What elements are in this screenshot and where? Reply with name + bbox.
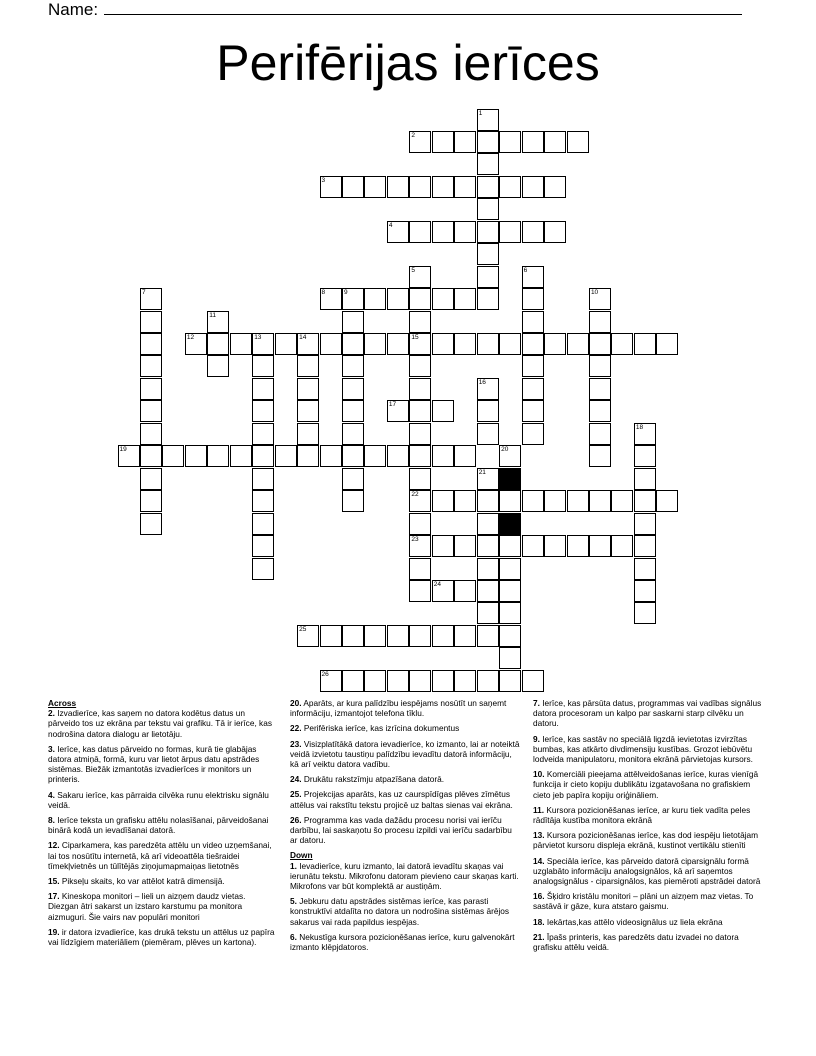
grid-cell[interactable] bbox=[409, 355, 431, 377]
clue-text: Drukātu rakstzīmju atpazīšana datorā. bbox=[301, 774, 445, 785]
grid-cell[interactable] bbox=[499, 131, 521, 153]
grid-cell[interactable] bbox=[342, 176, 364, 198]
clue-number-label: 24. bbox=[290, 774, 302, 785]
grid-cell[interactable] bbox=[477, 198, 499, 220]
grid-cell[interactable] bbox=[589, 535, 611, 557]
grid-cell[interactable] bbox=[522, 400, 544, 422]
grid-cell[interactable] bbox=[252, 445, 274, 467]
grid-block bbox=[499, 513, 521, 535]
grid-cell[interactable] bbox=[454, 490, 476, 512]
down-heading: Down bbox=[290, 850, 313, 861]
grid-cell[interactable] bbox=[634, 580, 656, 602]
clue-text: Ciparkamera, kas paredzēta attēlu un video uzņemšanai, lai tos nosūtītu internetā, kā arī videoattēla tiešraidei tīmekļvietnēs un tūlītējās ziņojumapmaiņas lietotnēs bbox=[48, 840, 272, 871]
grid-cell[interactable] bbox=[140, 445, 162, 467]
grid-cell[interactable] bbox=[477, 176, 499, 198]
grid-cell[interactable] bbox=[454, 670, 476, 692]
clue-down-7 bbox=[533, 698, 765, 729]
grid-cell[interactable] bbox=[477, 333, 499, 355]
grid-cell[interactable] bbox=[634, 468, 656, 490]
grid-cell[interactable] bbox=[432, 221, 454, 243]
grid-cell[interactable] bbox=[634, 445, 656, 467]
grid-cell[interactable] bbox=[140, 468, 162, 490]
grid-cell[interactable] bbox=[432, 131, 454, 153]
clue-text: Pikseļu skaits, ko var attēlot katrā dimensijā. bbox=[59, 876, 225, 887]
grid-cell[interactable] bbox=[522, 670, 544, 692]
grid-cell[interactable] bbox=[477, 670, 499, 692]
clue-number: 13 bbox=[254, 334, 262, 341]
clue-number-label: 21. bbox=[533, 931, 545, 942]
grid-cell[interactable] bbox=[342, 333, 364, 355]
grid-cell[interactable] bbox=[634, 490, 656, 512]
clue-across-24 bbox=[290, 774, 520, 784]
grid-cell[interactable] bbox=[634, 558, 656, 580]
grid-cell[interactable] bbox=[499, 580, 521, 602]
grid-cell[interactable] bbox=[499, 176, 521, 198]
grid-cell[interactable] bbox=[364, 445, 386, 467]
grid-cell[interactable] bbox=[454, 580, 476, 602]
clue-number-label: 18. bbox=[533, 916, 545, 927]
grid-cell[interactable] bbox=[207, 445, 229, 467]
clue-down-5 bbox=[290, 896, 520, 927]
grid-cell[interactable] bbox=[230, 445, 252, 467]
clue-across-12 bbox=[48, 840, 276, 871]
clue-number-label: 23. bbox=[290, 738, 302, 749]
grid-cell[interactable] bbox=[252, 423, 274, 445]
grid-cell[interactable] bbox=[454, 131, 476, 153]
grid-cell[interactable] bbox=[522, 423, 544, 445]
clue-number: 26 bbox=[321, 670, 329, 678]
clue-text: Ierīce teksta un grafisku attēlu nolasīšanai, pārveidošanai binārā kodā un ievadīšanai datorā. bbox=[48, 815, 269, 836]
grid-cell[interactable] bbox=[567, 131, 589, 153]
grid-cell[interactable] bbox=[522, 131, 544, 153]
clue-number: 7 bbox=[141, 289, 146, 297]
grid-cell[interactable] bbox=[252, 490, 274, 512]
grid-cell[interactable] bbox=[499, 535, 521, 557]
clue-number: 2 bbox=[411, 131, 415, 139]
grid-cell[interactable] bbox=[522, 535, 544, 557]
grid-cell[interactable] bbox=[454, 333, 476, 355]
clue-down-1 bbox=[290, 861, 520, 892]
grid-cell[interactable] bbox=[477, 490, 499, 512]
clue-down-11 bbox=[533, 805, 765, 825]
grid-cell[interactable] bbox=[320, 625, 342, 647]
clue-number-label: 14. bbox=[533, 855, 545, 866]
grid-cell[interactable] bbox=[409, 625, 431, 647]
grid-cell[interactable] bbox=[162, 445, 184, 467]
clue-across-17 bbox=[48, 891, 276, 922]
grid-cell[interactable] bbox=[275, 333, 297, 355]
grid-cell[interactable] bbox=[342, 490, 364, 512]
grid-cell[interactable] bbox=[522, 378, 544, 400]
clue-down-9 bbox=[533, 734, 765, 765]
grid-cell[interactable] bbox=[275, 445, 297, 467]
grid-cell[interactable] bbox=[409, 288, 431, 310]
clue-down-6 bbox=[290, 932, 520, 952]
clue-text: Jebkuru datu apstrādes sistēmas ierīce, kas parasti konstruktīvi atdalīta no datora un nodrošina sistēmas ārējos sakarus vai rada papildus iespējas. bbox=[290, 896, 510, 927]
grid-cell[interactable] bbox=[297, 378, 319, 400]
grid-cell[interactable] bbox=[252, 355, 274, 377]
clue-number-label: 20. bbox=[290, 698, 302, 708]
grid-cell[interactable] bbox=[409, 176, 431, 198]
grid-cell[interactable] bbox=[589, 423, 611, 445]
grid-cell[interactable] bbox=[477, 288, 499, 310]
grid-cell[interactable] bbox=[409, 468, 431, 490]
grid-cell[interactable] bbox=[522, 288, 544, 310]
clue-across-4 bbox=[48, 790, 276, 810]
grid-cell[interactable] bbox=[342, 400, 364, 422]
grid-cell[interactable] bbox=[185, 445, 207, 467]
grid-cell[interactable] bbox=[342, 445, 364, 467]
grid-cell[interactable] bbox=[409, 558, 431, 580]
grid-cell[interactable] bbox=[342, 378, 364, 400]
clue-number: 20 bbox=[501, 446, 509, 454]
grid-cell[interactable] bbox=[432, 490, 454, 512]
clue-number-label: 25. bbox=[290, 789, 302, 800]
grid-cell[interactable] bbox=[634, 513, 656, 535]
grid-cell[interactable] bbox=[477, 535, 499, 557]
clue-across-20 bbox=[290, 698, 520, 718]
grid-cell[interactable] bbox=[477, 131, 499, 153]
grid-cell[interactable] bbox=[364, 670, 386, 692]
grid-cell[interactable] bbox=[634, 333, 656, 355]
clue-number: 3 bbox=[321, 176, 326, 184]
grid-cell[interactable] bbox=[140, 513, 162, 535]
grid-cell[interactable] bbox=[499, 333, 521, 355]
clue-down-16 bbox=[533, 891, 765, 911]
grid-cell[interactable] bbox=[656, 333, 678, 355]
clue-number: 22 bbox=[411, 491, 419, 499]
grid-cell[interactable] bbox=[544, 535, 566, 557]
grid-cell[interactable] bbox=[522, 490, 544, 512]
grid-cell[interactable] bbox=[454, 625, 476, 647]
grid-cell[interactable] bbox=[364, 333, 386, 355]
clue-number: 21 bbox=[478, 468, 486, 476]
grid-cell[interactable] bbox=[409, 221, 431, 243]
clue-text: Izvadierīce, kas saņem no datora kodētus datus un pārveido tos uz ekrāna par tekstu vai grafiku. Tā ir ierīce, kas nodrošina datora dialogu ar lietotāju. bbox=[48, 708, 272, 739]
grid-cell[interactable] bbox=[387, 625, 409, 647]
clue-number: 14 bbox=[299, 334, 307, 341]
clue-number: 24 bbox=[433, 580, 442, 588]
clue-number-label: 11. bbox=[533, 804, 545, 815]
clue-across-26 bbox=[290, 815, 520, 846]
grid-cell[interactable] bbox=[544, 333, 566, 355]
clue-number-label: 6. bbox=[290, 931, 297, 942]
clue-text: Aparāts, ar kura palīdzību iespējams nosūtīt un saņemt informāciju, izmantojot telefona tīklu. bbox=[290, 698, 507, 719]
grid-cell[interactable] bbox=[589, 490, 611, 512]
grid-cell[interactable] bbox=[589, 355, 611, 377]
grid-cell[interactable] bbox=[544, 131, 566, 153]
clue-number: 11 bbox=[209, 311, 217, 319]
grid-cell[interactable] bbox=[454, 221, 476, 243]
clue-number: 17 bbox=[388, 401, 397, 409]
grid-cell[interactable] bbox=[297, 355, 319, 377]
clue-down-18 bbox=[533, 917, 765, 927]
grid-cell[interactable] bbox=[477, 558, 499, 580]
grid-block bbox=[499, 468, 521, 490]
grid-cell[interactable] bbox=[252, 513, 274, 535]
clue-text: ir datora izvadierīce, kas drukā tekstu un attēlus uz papīra vai līdzīgiem materiāliem (piemēram, plēves un kartona). bbox=[48, 926, 275, 948]
grid-cell[interactable] bbox=[432, 670, 454, 692]
grid-cell[interactable] bbox=[634, 602, 656, 624]
clue-number: 25 bbox=[299, 625, 307, 633]
clue-number-label: 3. bbox=[48, 743, 55, 754]
grid-cell[interactable] bbox=[634, 535, 656, 557]
clue-number: 23 bbox=[411, 536, 419, 544]
grid-cell[interactable] bbox=[589, 311, 611, 333]
clue-number: 18 bbox=[635, 423, 644, 431]
grid-cell[interactable] bbox=[499, 558, 521, 580]
grid-cell[interactable] bbox=[499, 490, 521, 512]
clue-number-label: 10. bbox=[533, 769, 545, 780]
clue-number-label: 2. bbox=[48, 708, 55, 719]
clue-number: 15 bbox=[411, 334, 419, 341]
grid-cell[interactable] bbox=[432, 535, 454, 557]
clues-column-2 bbox=[290, 698, 520, 957]
clue-text: Šķidro kristālu monitori – plāni un aizņem maz vietas. To sastāvā ir gāze, kura atstaro gaismu. bbox=[533, 891, 754, 912]
grid-cell[interactable] bbox=[454, 535, 476, 557]
grid-cell[interactable] bbox=[207, 333, 229, 355]
clue-across-2 bbox=[48, 708, 276, 739]
grid-cell[interactable] bbox=[140, 400, 162, 422]
clue-number-label: 17. bbox=[48, 891, 60, 902]
grid-cell[interactable] bbox=[140, 490, 162, 512]
grid-cell[interactable] bbox=[230, 333, 252, 355]
clue-text: Komerciāli pieejama attēlveidošanas ierīce, kuras vienīgā funkcija ir cieto kopiju dublikātu izgatavošana no grafiskiem cieto jeb papīra kopiju oriģināliem. bbox=[533, 769, 759, 800]
grid-cell[interactable] bbox=[387, 333, 409, 355]
grid-cell[interactable] bbox=[252, 400, 274, 422]
name-label: Name: bbox=[48, 0, 99, 19]
grid-cell[interactable] bbox=[454, 288, 476, 310]
clue-across-23 bbox=[290, 739, 520, 770]
grid-cell[interactable] bbox=[140, 378, 162, 400]
grid-cell[interactable] bbox=[477, 580, 499, 602]
grid-cell[interactable] bbox=[409, 311, 431, 333]
clue-number: 12 bbox=[186, 334, 195, 341]
clue-text: Kursora pozicionēšanas ierīce, ar kuru tiek vadīta peles rādītāja kustība monitora ekrānā bbox=[533, 804, 751, 826]
clue-number-label: 26. bbox=[290, 814, 302, 825]
grid-cell[interactable] bbox=[656, 490, 678, 512]
clue-number-label: 7. bbox=[533, 698, 540, 708]
clue-down-21 bbox=[533, 932, 765, 952]
clue-number: 16 bbox=[478, 378, 486, 386]
grid-cell[interactable] bbox=[477, 266, 499, 288]
grid-cell[interactable] bbox=[364, 625, 386, 647]
grid-cell[interactable] bbox=[477, 153, 499, 175]
clue-number: 10 bbox=[590, 289, 599, 297]
clue-number-label: 5. bbox=[290, 896, 297, 907]
clue-text: Kursora pozicionēšanas ierīce, kas dod iespēju lietotājam pārvietot kursoru displeja ekrānā, kustinot vertikālu stienīti bbox=[533, 830, 759, 851]
clue-number: 4 bbox=[388, 221, 393, 229]
grid-cell[interactable] bbox=[611, 535, 633, 557]
clue-down-14 bbox=[533, 856, 765, 887]
grid-cell[interactable] bbox=[252, 468, 274, 490]
grid-cell[interactable] bbox=[409, 580, 431, 602]
grid-cell[interactable] bbox=[432, 333, 454, 355]
grid-cell[interactable] bbox=[140, 333, 162, 355]
clue-number-label: 13. bbox=[533, 830, 545, 841]
grid-cell[interactable] bbox=[499, 670, 521, 692]
clue-number-label: 15. bbox=[48, 876, 60, 887]
grid-cell[interactable] bbox=[140, 311, 162, 333]
clue-across-15 bbox=[48, 876, 276, 886]
clue-text: Speciāla ierīce, kas pārveido datorā ciparsignālu formā uzglabāto informāciju analogsignālos, kā arī saņemtos analogsignālus - ciparsignālos, kas piemēroti apstrādei datorā bbox=[533, 855, 761, 887]
clue-across-25 bbox=[290, 789, 520, 809]
grid-cell[interactable] bbox=[589, 378, 611, 400]
grid-cell[interactable] bbox=[432, 400, 454, 422]
clue-text: Ierīce, kas datus pārveido no formas, kurā tie glabājas datora atmiņā, formā, kuru var lietot ārpus datu apstrādes sistēmas. Biežāk izmantotās izvadierīces ir monitors un printeris. bbox=[48, 743, 260, 785]
clue-text: Sakaru ierīce, kas pārraida cilvēka runu elektrisku signālu veidā. bbox=[48, 789, 269, 810]
grid-cell[interactable] bbox=[589, 333, 611, 355]
clue-number-label: 1. bbox=[290, 860, 297, 871]
grid-cell[interactable] bbox=[499, 221, 521, 243]
grid-cell[interactable] bbox=[387, 670, 409, 692]
grid-cell[interactable] bbox=[567, 535, 589, 557]
grid-cell[interactable] bbox=[567, 333, 589, 355]
page-title: Perifērijas ierīces bbox=[216, 35, 600, 91]
clues-column-3 bbox=[533, 698, 765, 957]
grid-cell[interactable] bbox=[252, 535, 274, 557]
clue-number: 6 bbox=[523, 266, 528, 274]
grid-cell[interactable] bbox=[297, 400, 319, 422]
clue-number-label: 12. bbox=[48, 840, 60, 851]
grid-cell[interactable] bbox=[454, 445, 476, 467]
clue-across-3 bbox=[48, 744, 276, 785]
grid-cell[interactable] bbox=[387, 288, 409, 310]
clue-across-22 bbox=[290, 723, 520, 733]
grid-cell[interactable] bbox=[477, 602, 499, 624]
clue-number: 5 bbox=[411, 266, 415, 274]
grid-cell[interactable] bbox=[409, 378, 431, 400]
grid-cell[interactable] bbox=[207, 355, 229, 377]
grid-cell[interactable] bbox=[409, 445, 431, 467]
clue-number-label: 4. bbox=[48, 789, 55, 800]
grid-cell[interactable] bbox=[320, 333, 342, 355]
grid-cell[interactable] bbox=[140, 355, 162, 377]
grid-cell[interactable] bbox=[342, 311, 364, 333]
grid-cell[interactable] bbox=[387, 445, 409, 467]
grid-cell[interactable] bbox=[477, 400, 499, 422]
grid-cell[interactable] bbox=[409, 423, 431, 445]
grid-cell[interactable] bbox=[409, 400, 431, 422]
grid-cell[interactable] bbox=[409, 670, 431, 692]
clue-number-label: 22. bbox=[290, 723, 302, 734]
grid-cell[interactable] bbox=[342, 670, 364, 692]
grid-cell[interactable] bbox=[522, 176, 544, 198]
grid-cell[interactable] bbox=[567, 490, 589, 512]
clue-text: Īpašs printeris, kas paredzēts datu izvadei no datora grafisku attēlu veidā. bbox=[533, 931, 739, 953]
clue-text: Projekcijas aparāts, kas uz caurspīdīgas plēves zīmētus attēlus vai rakstītu tekstu projicē uz baltas sienas vai ekrāna. bbox=[290, 789, 513, 810]
across-heading: Across bbox=[48, 698, 77, 708]
clue-across-8 bbox=[48, 815, 276, 835]
clue-number: 1 bbox=[478, 109, 483, 117]
clue-down-13 bbox=[533, 830, 765, 850]
grid-cell[interactable] bbox=[522, 355, 544, 377]
clue-number-label: 19. bbox=[48, 926, 60, 937]
grid-cell[interactable] bbox=[342, 355, 364, 377]
clue-text: Ierīce, kas pārsūta datus, programmas vai vadības signālus datora procesoram un kalpo par saskarni starp cilvēku un datoru. bbox=[533, 698, 762, 729]
clue-number-label: 9. bbox=[533, 733, 540, 744]
grid-cell[interactable] bbox=[140, 423, 162, 445]
grid-cell[interactable] bbox=[342, 625, 364, 647]
clue-text: Perifēriska ierīce, kas izrīcina dokumentus bbox=[301, 723, 460, 734]
clue-text: Ievadierīce, kuru izmanto, lai datorā ievadītu skaņas vai ierunātu tekstu. Mikrofonu datoram pievieno caur skaņas karti. Mikrofons var būt komplektā ar austiņām. bbox=[290, 860, 519, 892]
grid-cell[interactable] bbox=[342, 423, 364, 445]
grid-cell[interactable] bbox=[611, 333, 633, 355]
grid-cell[interactable] bbox=[611, 490, 633, 512]
clue-number-label: 8. bbox=[48, 815, 55, 826]
grid-cell[interactable] bbox=[499, 602, 521, 624]
grid-cell[interactable] bbox=[252, 558, 274, 580]
clue-text: Kineskopa monitori – lieli un aizņem daudz vietas. Diezgan ātri sakarst un izstaro karstumu pa monitora aizmuguri. Šie vairs nav populāri monitori bbox=[48, 891, 246, 922]
grid-cell[interactable] bbox=[522, 333, 544, 355]
clue-across-19 bbox=[48, 927, 276, 947]
grid-cell[interactable] bbox=[544, 490, 566, 512]
clue-text: Iekārtas,kas attēlo videosignālus uz liela ekrāna bbox=[544, 916, 723, 927]
grid-cell[interactable] bbox=[364, 288, 386, 310]
grid-cell[interactable] bbox=[409, 513, 431, 535]
grid-cell[interactable] bbox=[432, 445, 454, 467]
grid-cell[interactable] bbox=[364, 176, 386, 198]
clue-text: Visizplatītākā datora ievadierīce, ko izmanto, lai ar noteiktā veidā izvietotu taustiņu palīdzību ievadītu datorā informāciju, kā arī veiktu datora vadību. bbox=[290, 738, 520, 770]
grid-cell[interactable] bbox=[477, 423, 499, 445]
clue-text: Ierīce, kas sastāv no speciālā ligzdā ievietotas izvirzītas bumbas, kas atkārto divdimensiju kustības. Grozot iebūvētu lodveida manipulatoru, monitora ekrānā pārvietojas kursors. bbox=[533, 733, 753, 765]
clues-column-1 bbox=[48, 698, 276, 952]
grid-cell[interactable] bbox=[297, 445, 319, 467]
grid-cell[interactable] bbox=[499, 625, 521, 647]
clue-text: Programma kas vada dažādu procesu norisi vai ierīču darbību, lai saskaņotu šo procesu izpildi vai ierīču sadarbību ar datoru. bbox=[290, 814, 512, 846]
grid-cell[interactable] bbox=[454, 176, 476, 198]
grid-cell[interactable] bbox=[252, 378, 274, 400]
grid-cell[interactable] bbox=[522, 221, 544, 243]
grid-cell[interactable] bbox=[342, 468, 364, 490]
clue-down-10 bbox=[533, 769, 765, 800]
grid-cell[interactable] bbox=[589, 445, 611, 467]
clue-number-label: 16. bbox=[533, 891, 545, 902]
grid-cell[interactable] bbox=[477, 513, 499, 535]
grid-cell[interactable] bbox=[387, 176, 409, 198]
grid-cell[interactable] bbox=[432, 625, 454, 647]
grid-cell[interactable] bbox=[589, 400, 611, 422]
grid-cell[interactable] bbox=[522, 311, 544, 333]
grid-cell[interactable] bbox=[544, 221, 566, 243]
grid-cell[interactable] bbox=[432, 176, 454, 198]
grid-cell[interactable] bbox=[477, 221, 499, 243]
grid-cell[interactable] bbox=[499, 647, 521, 669]
grid-cell[interactable] bbox=[297, 423, 319, 445]
grid-cell[interactable] bbox=[477, 625, 499, 647]
clue-number: 9 bbox=[344, 289, 348, 297]
grid-cell[interactable] bbox=[477, 243, 499, 265]
clue-number: 19 bbox=[119, 446, 127, 454]
grid-cell[interactable] bbox=[320, 445, 342, 467]
grid-cell[interactable] bbox=[432, 288, 454, 310]
clue-text: Nekustīga kursora pozicionēšanas ierīce, kuru galvenokārt izmanto klēpjdatoros. bbox=[290, 931, 515, 953]
clue-number: 8 bbox=[321, 289, 326, 297]
grid-cell[interactable] bbox=[544, 176, 566, 198]
